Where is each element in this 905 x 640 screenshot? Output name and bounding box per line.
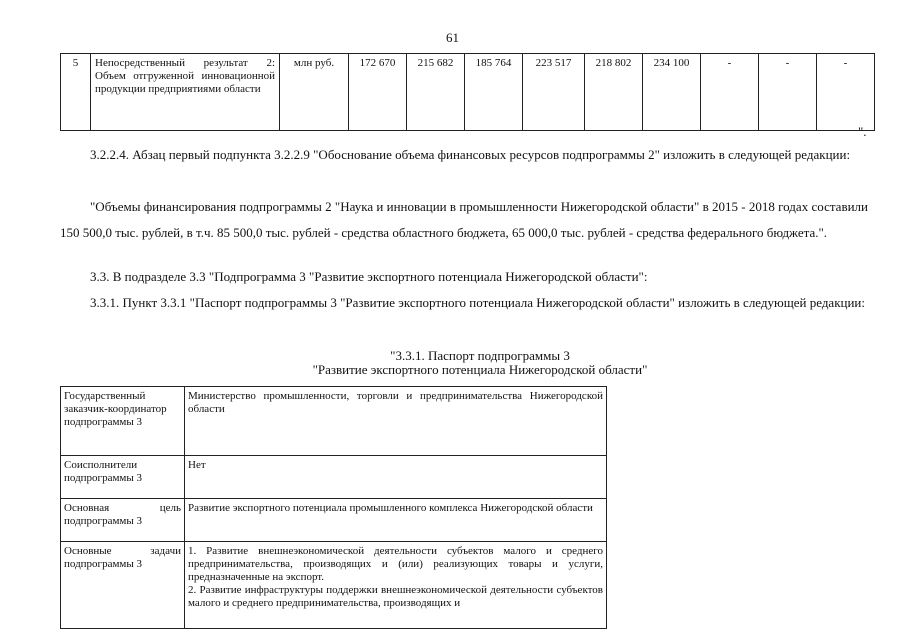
passport-title-line1: "3.3.1. Паспорт подпрограммы 3 [390, 348, 570, 363]
indicator-cell: Непосредственный результат 2: Объем отгруженной инновационной продукции предприятиями области [91, 54, 280, 131]
unit-cell: млн руб. [280, 54, 349, 131]
table-row [61, 499, 607, 542]
passport-task-1: 1. Развитие внешнеэкономической деятельности субъектов малого и среднего предпринимательства, производящих и (или) реализующих товары и услуги, предназначенные на экспорт. [188, 545, 603, 583]
table-row [61, 542, 607, 629]
passport-title-line2: "Развитие экспортного потенциала Нижегородской области" [312, 362, 648, 377]
page-number: 61 [446, 30, 459, 45]
value-cell: 218 802 [585, 54, 643, 131]
passport-value: Министерство промышленности, торговли и предпринимательства Нижегородской области [185, 387, 607, 456]
passport-task-2: 2. Развитие инфраструктуры поддержки внешнеэкономической деятельности субъектов малого и среднего предпринимательства, производящих и [188, 584, 603, 609]
passport-value: Развитие экспортного потенциала промышленного комплекса Нижегородской области [185, 499, 607, 542]
value-cell: 223 517 [523, 54, 585, 131]
value-cell: - [817, 54, 875, 131]
passport-label: Государственный заказчик-координатор подпрограммы 3 [61, 387, 185, 456]
value-cell: - [701, 54, 759, 131]
passport-label: Соисполнители подпрограммы 3 [61, 456, 185, 499]
passport-table [60, 386, 607, 629]
paragraph-financing: "Объемы финансирования подпрограммы 2 "Наука и инновации в промышленности Нижегородской области" в 2015 - 2018 годах составили 150 500,0 тыс. рублей, в т.ч. 85 500,0 тыс. рублей - средства областного бюджета, 65 000,0 тыс. рублей - средства федерального бюджета.". [60, 199, 868, 240]
passport-label: Основные задачи подпрограммы 3 [61, 542, 185, 629]
value-cell: 185 764 [465, 54, 523, 131]
table-row [61, 387, 607, 456]
value-cell: 215 682 [407, 54, 465, 131]
paragraph-3-2-2-4: 3.2.2.4. Абзац первый подпункта 3.2.2.9 "Обоснование объема финансовых ресурсов подпрограммы 2" изложить в следующей редакции: [90, 147, 851, 162]
value-cell: 172 670 [349, 54, 407, 131]
value-cell: 234 100 [643, 54, 701, 131]
value-cell: - [759, 54, 817, 131]
passport-value [185, 542, 607, 629]
table-row [61, 54, 875, 131]
row-number-cell: 5 [61, 54, 91, 131]
closing-quote: ". [858, 124, 867, 139]
paragraph-3-3-1: 3.3.1. Пункт 3.3.1 "Паспорт подпрограммы 3 "Развитие экспортного потенциала Нижегородской области" изложить в следующей редакции: [90, 295, 865, 310]
table-row [61, 456, 607, 499]
passport-title [240, 349, 720, 377]
passport-value: Нет [185, 456, 607, 499]
passport-label: Основная цель подпрограммы 3 [61, 499, 185, 542]
paragraph-3-3: 3.3. В подразделе 3.3 "Подпрограмма 3 "Развитие экспортного потенциала Нижегородской области": [90, 269, 648, 284]
indicators-table [60, 53, 875, 131]
